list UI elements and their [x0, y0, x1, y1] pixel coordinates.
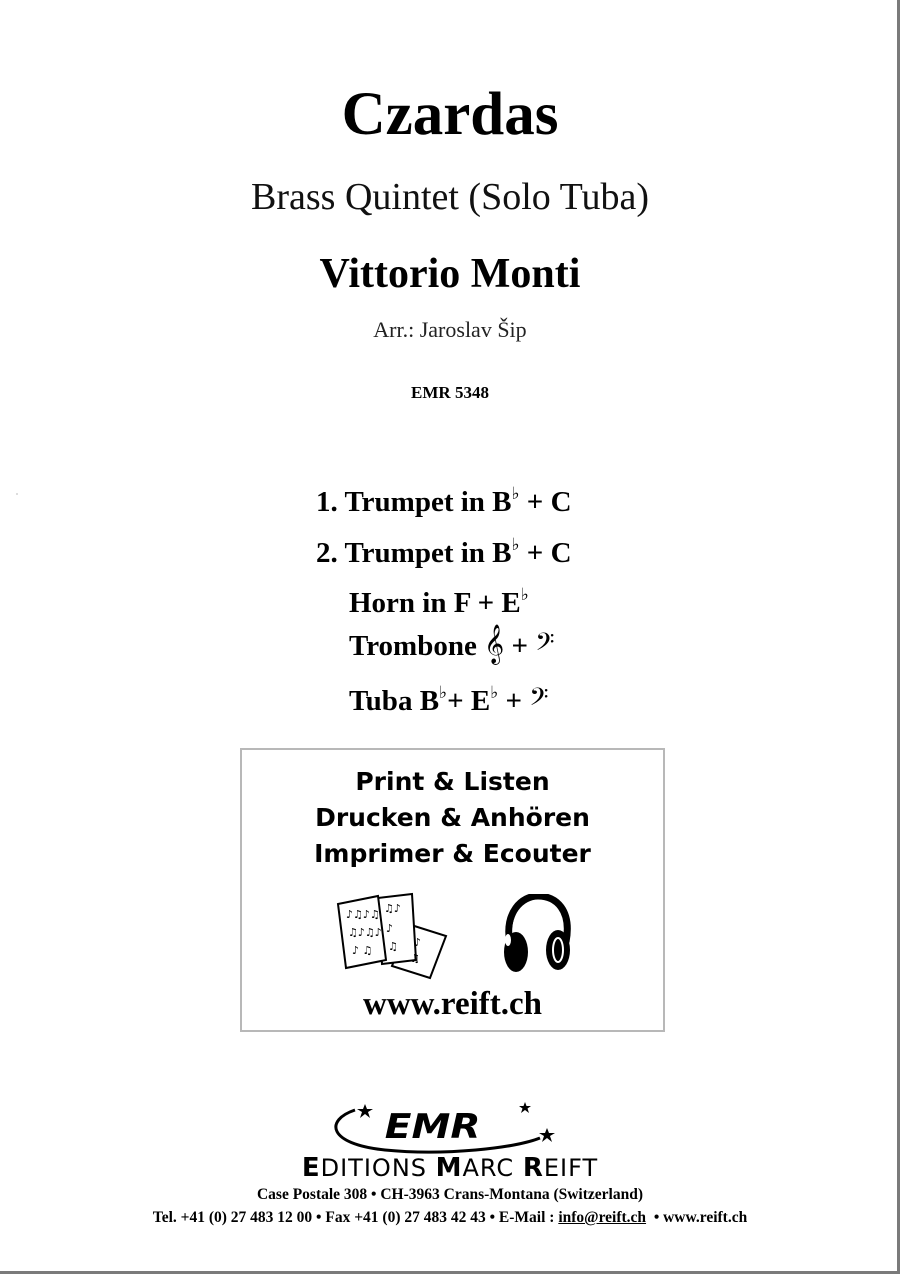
headphones-icon: [500, 894, 574, 976]
arranger-credit: Arr.: Jaroslav Šip: [373, 317, 527, 342]
publisher-name: EDITIONS MARC REIFT: [301, 1153, 599, 1183]
svg-text:♫♪♫♪: ♫♪♫♪: [348, 926, 382, 939]
promo-website-link[interactable]: www.reift.ch: [362, 986, 543, 1022]
part-trumpet-2: 2. Trumpet in B♭ + C: [316, 535, 572, 569]
email-link[interactable]: info@reift.ch: [558, 1209, 647, 1226]
svg-text:♪: ♪: [414, 936, 422, 949]
promo-line-en: Print & Listen: [355, 767, 550, 796]
publisher-contact: Tel. +41 (0) 27 483 12 00 • Fax +41 (0) 27 483 42 43 • E-Mail : info@reift.ch • www.reift.ch: [152, 1209, 748, 1226]
flat-sign: ♭: [511, 484, 520, 503]
emr-logo: [325, 1098, 565, 1154]
svg-text:♫♪: ♫♪: [384, 902, 401, 915]
catalog-number: EMR 5348: [411, 383, 489, 402]
page-title: Czardas: [341, 81, 559, 148]
flat-sign: ♭: [490, 683, 499, 702]
flat-sign: ♭: [520, 585, 529, 604]
publisher-address: Case Postale 308 • CH-3963 Crans-Montana (Switzerland): [256, 1186, 643, 1203]
subtitle: Brass Quintet (Solo Tuba): [251, 176, 649, 218]
svg-text:♪: ♪: [386, 922, 394, 935]
svg-text:♫: ♫: [410, 952, 420, 965]
part-horn: Horn in F + E♭: [349, 585, 529, 619]
treble-clef-icon: 𝄞: [484, 624, 505, 664]
print-listen-box: [240, 748, 665, 1032]
promo-line-fr: Imprimer & Ecouter: [314, 839, 591, 868]
promo-line-de: Drucken & Anhören: [315, 803, 590, 832]
svg-text:♫: ♫: [388, 940, 398, 953]
bass-clef-icon: 𝄢: [535, 628, 555, 663]
svg-text:♪ ♫: ♪ ♫: [352, 944, 373, 957]
part-trombone: Trombone 𝄞 + 𝄢: [349, 624, 555, 664]
scan-speck: [16, 493, 18, 495]
part-tuba: Tuba B♭+ E♭ + 𝄢: [349, 683, 549, 718]
part-trumpet-1: 1. Trumpet in B♭ + C: [316, 484, 572, 518]
flat-sign: ♭: [511, 535, 520, 554]
bass-clef-icon: 𝄢: [529, 683, 549, 718]
sheet-music-icon: [334, 892, 452, 980]
composer-name: Vittorio Monti: [319, 251, 581, 297]
flat-sign: ♭: [439, 683, 448, 702]
svg-text:♪♫♪♫: ♪♫♪♫: [346, 908, 380, 921]
svg-text:EMR: EMR: [384, 1106, 481, 1147]
